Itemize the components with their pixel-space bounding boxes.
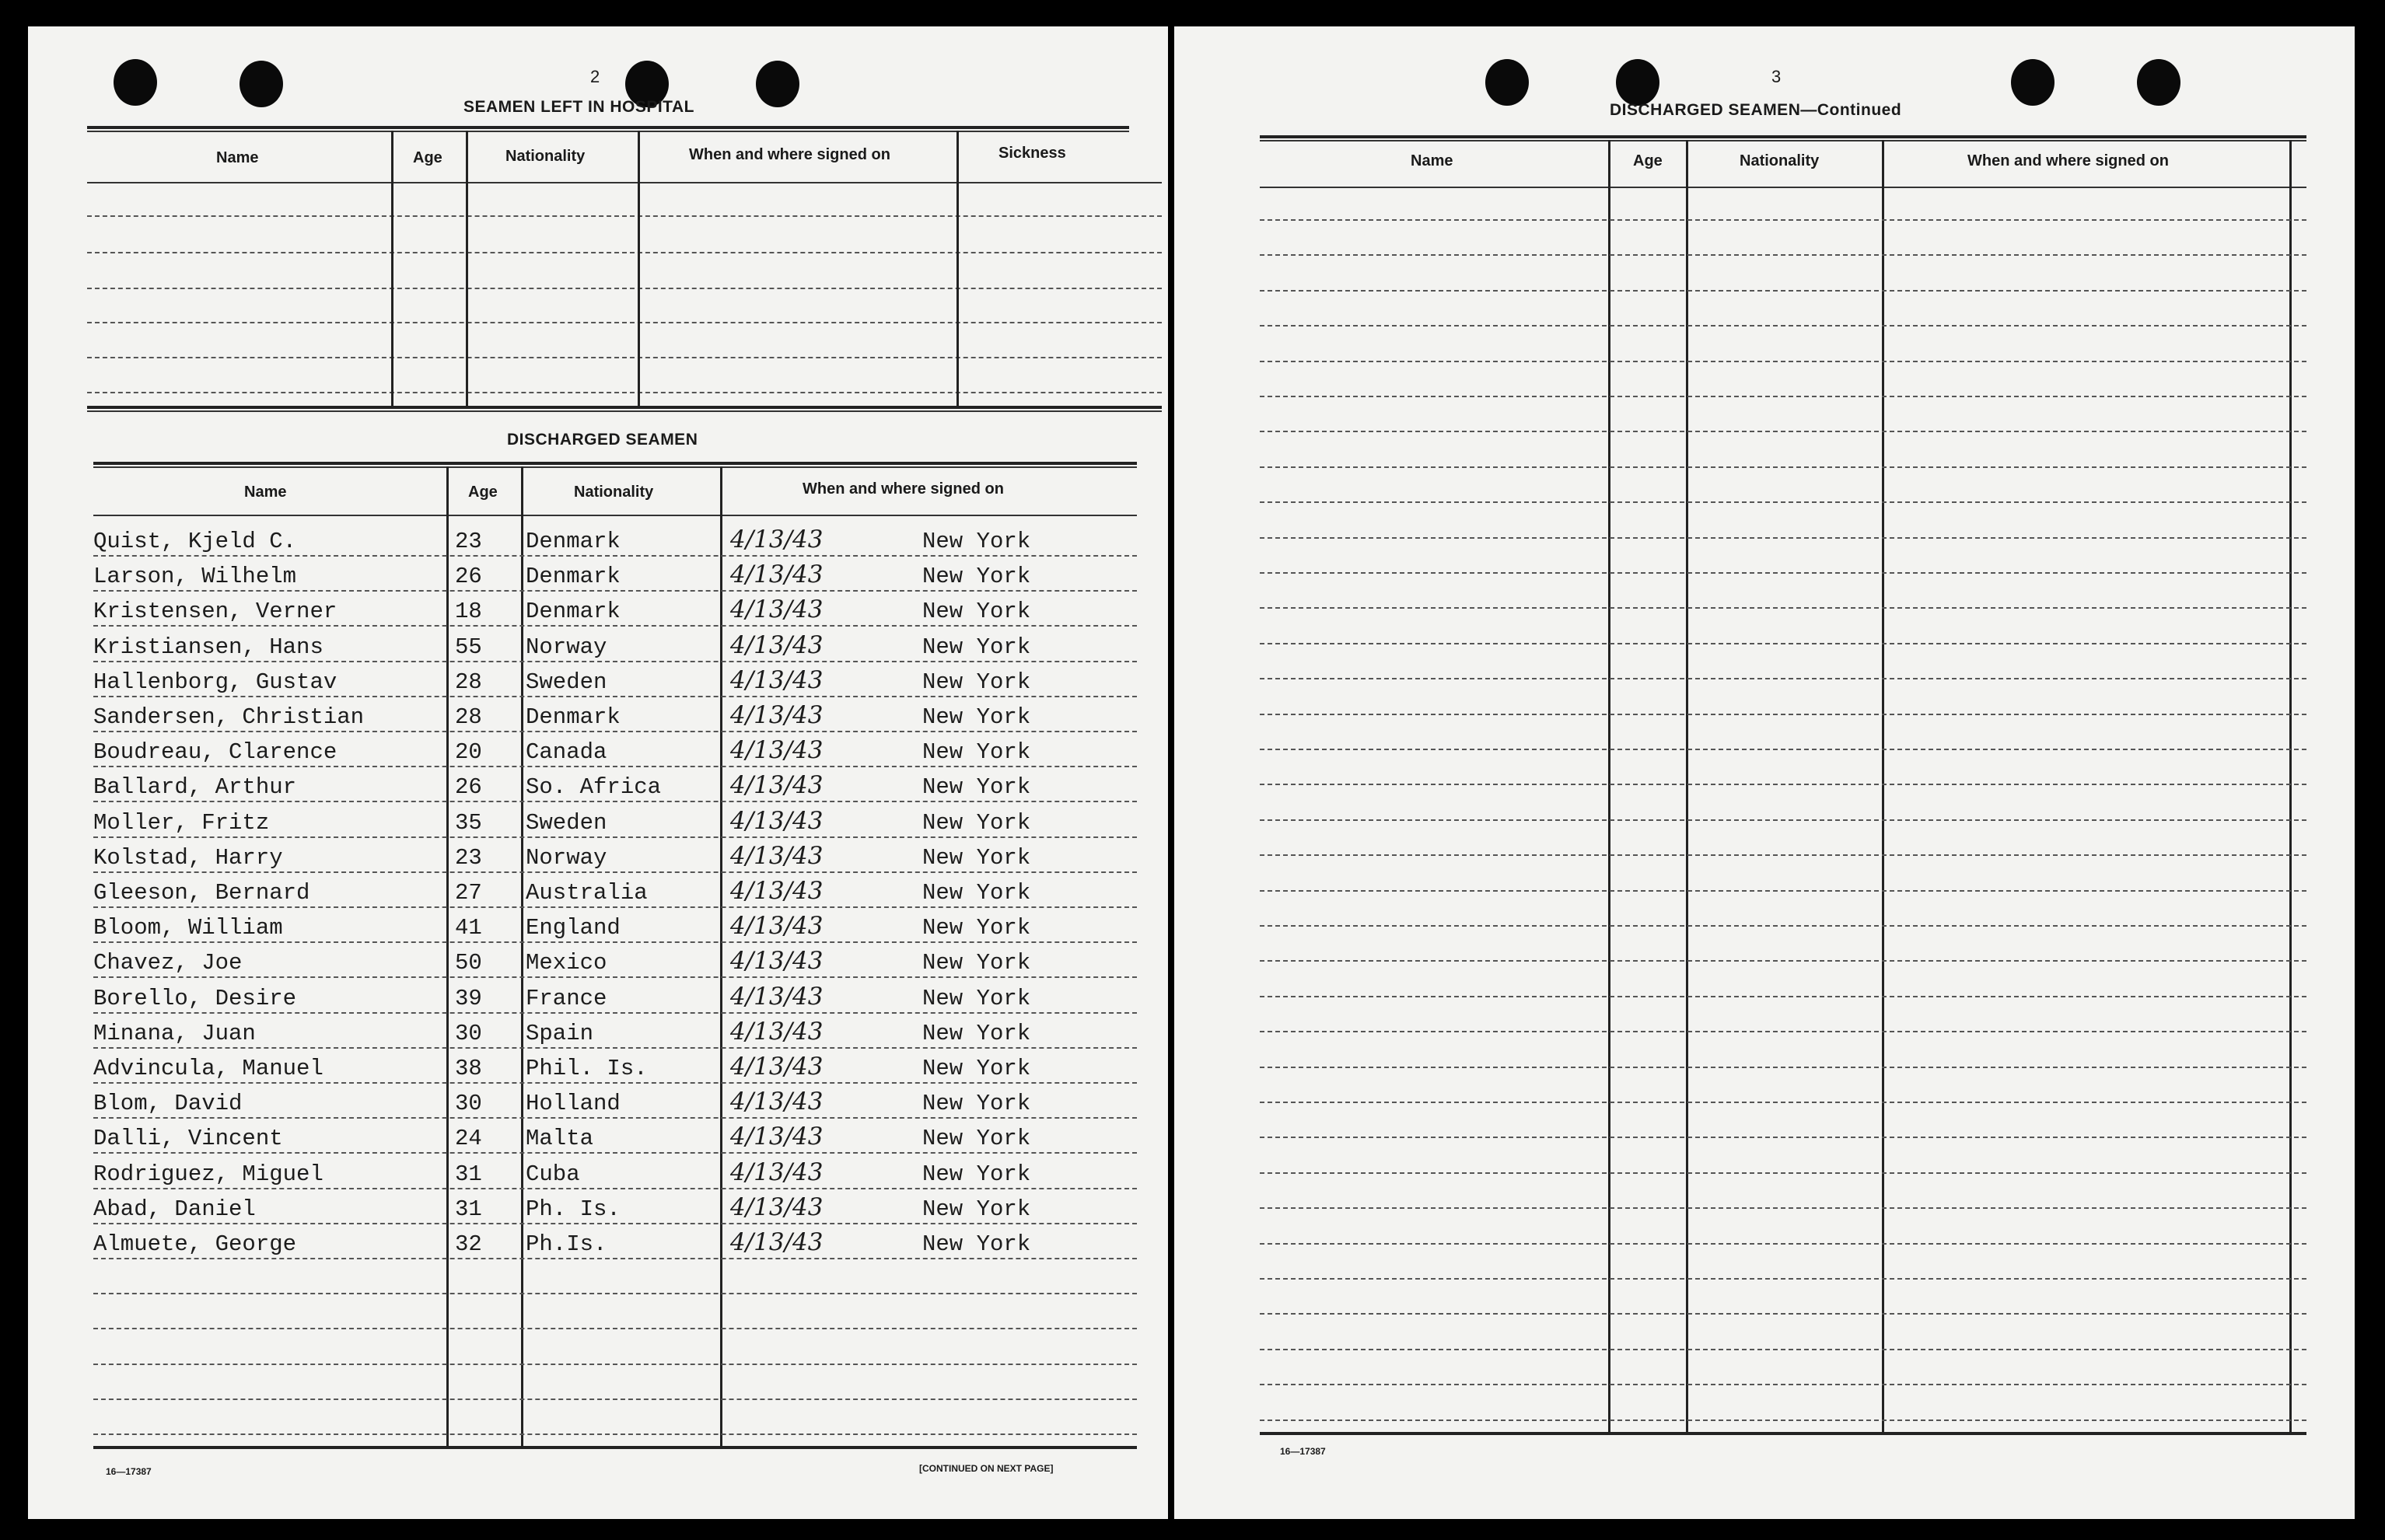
- table-rule: [93, 466, 1137, 468]
- row-rule: [1260, 1137, 2306, 1138]
- signed-on-place: New York: [922, 669, 1031, 695]
- table-row: [28, 1157, 1168, 1188]
- seaman-nationality: Denmark: [526, 704, 621, 730]
- table-rule: [1260, 1432, 2306, 1435]
- hospital-section-title: SEAMEN LEFT IN HOSPITAL: [463, 98, 694, 116]
- row-rule: [1260, 1207, 2306, 1209]
- row-rule: [1260, 819, 2306, 821]
- section-title: DISCHARGED SEAMEN—Continued: [1610, 101, 1902, 119]
- seaman-nationality: Sweden: [526, 809, 607, 836]
- form-number: 16—17387: [1280, 1446, 1326, 1457]
- signed-on-date: 4/13/43: [730, 595, 824, 624]
- row-rule: [1260, 537, 2306, 539]
- seaman-nationality: Canada: [526, 739, 607, 766]
- seaman-age: 31: [455, 1196, 482, 1222]
- seaman-age: 20: [455, 739, 482, 766]
- row-rule: [1260, 1384, 2306, 1385]
- row-rule: [1260, 854, 2306, 856]
- signed-on-date: 4/13/43: [730, 1193, 824, 1221]
- row-rule: [1260, 1102, 2306, 1103]
- seaman-name: Kristiansen, Hans: [93, 634, 323, 660]
- col-header-age: Age: [413, 149, 442, 166]
- row-rule: [1260, 925, 2306, 927]
- seaman-nationality: Malta: [526, 1126, 594, 1152]
- signed-on-place: New York: [922, 1126, 1031, 1152]
- seaman-name: Abad, Daniel: [93, 1196, 256, 1222]
- seaman-nationality: England: [526, 915, 621, 941]
- row-rule: [1260, 784, 2306, 785]
- table-row: [28, 735, 1168, 766]
- column-rule: [638, 131, 640, 407]
- seaman-nationality: Mexico: [526, 950, 607, 976]
- seaman-age: 50: [455, 950, 482, 976]
- seaman-nationality: Cuba: [526, 1161, 580, 1187]
- row-rule: [1260, 1313, 2306, 1315]
- col-header-nationality: Nationality: [1740, 152, 1820, 169]
- row-rule: [93, 1082, 1137, 1084]
- seaman-name: Almuete, George: [93, 1231, 297, 1257]
- table-row: [28, 840, 1168, 871]
- row-rule: [1260, 572, 2306, 574]
- seaman-name: Rodriguez, Miguel: [93, 1161, 323, 1187]
- row-rule: [93, 696, 1137, 697]
- col-header-name: Name: [1411, 152, 1453, 169]
- signed-on-place: New York: [922, 634, 1031, 660]
- table-rule: [87, 357, 1162, 358]
- signed-on-date: 4/13/43: [730, 665, 824, 694]
- signed-on-place: New York: [922, 529, 1031, 554]
- signed-on-date: 4/13/43: [730, 806, 824, 835]
- seaman-name: Larson, Wilhelm: [93, 564, 297, 590]
- seaman-nationality: Denmark: [526, 599, 621, 625]
- seaman-nationality: Ph. Is.: [526, 1196, 621, 1222]
- row-rule: [1260, 431, 2306, 432]
- table-rule: [87, 131, 1129, 132]
- page-number: 2: [590, 67, 600, 86]
- right-page: [1174, 26, 2355, 1519]
- column-rule: [1608, 140, 1610, 1432]
- row-rule: [1260, 325, 2306, 327]
- table-row: [28, 981, 1168, 1012]
- table-row: [28, 594, 1168, 625]
- signed-on-date: 4/13/43: [730, 912, 824, 941]
- row-rule: [93, 625, 1137, 627]
- row-rule: [93, 1258, 1137, 1259]
- signed-on-place: New York: [922, 1020, 1031, 1046]
- row-rule: [1260, 890, 2306, 892]
- row-rule: [93, 836, 1137, 838]
- seaman-age: 35: [455, 809, 482, 836]
- signed-on-place: New York: [922, 704, 1031, 730]
- table-row: [28, 630, 1168, 661]
- row-rule: [93, 590, 1137, 592]
- signed-on-date: 4/13/43: [730, 1158, 824, 1186]
- seaman-age: 23: [455, 844, 482, 871]
- seaman-name: Chavez, Joe: [93, 950, 243, 976]
- seaman-age: 39: [455, 985, 482, 1011]
- table-row: [28, 559, 1168, 590]
- signed-on-place: New York: [922, 1161, 1031, 1187]
- row-rule: [1260, 501, 2306, 503]
- col-header-name: Name: [216, 149, 259, 166]
- signed-on-place: New York: [922, 1196, 1031, 1222]
- page-number: 3: [1771, 67, 1782, 86]
- table-rule: [87, 252, 1162, 253]
- seaman-name: Blom, David: [93, 1091, 243, 1117]
- row-rule: [93, 871, 1137, 873]
- signed-on-place: New York: [922, 1231, 1031, 1257]
- seaman-age: 31: [455, 1161, 482, 1187]
- row-rule: [1260, 1278, 2306, 1280]
- row-rule: [1260, 749, 2306, 750]
- row-rule: [1260, 1243, 2306, 1245]
- col-header-signed: When and where signed on: [803, 480, 1004, 498]
- signed-on-place: New York: [922, 915, 1031, 941]
- left-page: [28, 26, 1168, 1519]
- seaman-age: 30: [455, 1091, 482, 1117]
- table-row: [28, 770, 1168, 801]
- seaman-name: Quist, Kjeld C.: [93, 529, 297, 554]
- signed-on-place: New York: [922, 844, 1031, 871]
- row-rule: [93, 731, 1137, 732]
- signed-on-place: New York: [922, 809, 1031, 836]
- col-header-nationality: Nationality: [505, 148, 586, 165]
- row-rule: [93, 801, 1137, 802]
- signed-on-date: 4/13/43: [730, 1017, 824, 1046]
- punch-hole: [756, 61, 799, 107]
- signed-on-date: 4/13/43: [730, 982, 824, 1011]
- seaman-name: Bloom, William: [93, 915, 283, 941]
- row-rule: [93, 1117, 1137, 1119]
- seaman-nationality: So. Africa: [526, 774, 662, 801]
- punch-hole: [2011, 59, 2055, 106]
- table-row: [28, 910, 1168, 941]
- signed-on-date: 4/13/43: [730, 560, 824, 589]
- row-rule: [93, 1012, 1137, 1014]
- row-rule: [93, 1433, 1137, 1435]
- seaman-nationality: France: [526, 985, 607, 1011]
- row-rule: [93, 661, 1137, 662]
- table-rule: [87, 182, 1162, 183]
- col-header-signed: When and where signed on: [689, 146, 890, 163]
- col-header-nationality: Nationality: [574, 484, 654, 501]
- table-rule: [93, 1446, 1137, 1449]
- seaman-nationality: Australia: [526, 880, 648, 906]
- row-rule: [1260, 960, 2306, 962]
- seaman-age: 41: [455, 915, 482, 941]
- seaman-name: Moller, Fritz: [93, 809, 270, 836]
- seaman-age: 27: [455, 880, 482, 906]
- row-rule: [1260, 678, 2306, 679]
- row-rule: [1260, 1420, 2306, 1421]
- seaman-nationality: Phil. Is.: [526, 1056, 648, 1081]
- row-rule: [93, 1399, 1137, 1400]
- row-rule: [93, 941, 1137, 943]
- table-row: [28, 1227, 1168, 1258]
- column-rule: [1686, 140, 1688, 1432]
- table-rule: [87, 126, 1129, 129]
- row-rule: [93, 555, 1137, 557]
- form-number: 16—17387: [106, 1466, 152, 1477]
- row-rule: [93, 1328, 1137, 1329]
- row-rule: [1260, 290, 2306, 292]
- signed-on-place: New York: [922, 564, 1031, 590]
- seaman-nationality: Sweden: [526, 669, 607, 695]
- signed-on-date: 4/13/43: [730, 947, 824, 976]
- seaman-age: 24: [455, 1126, 482, 1152]
- row-rule: [1260, 219, 2306, 221]
- seaman-nationality: Spain: [526, 1020, 594, 1046]
- row-rule: [93, 906, 1137, 908]
- row-rule: [1260, 1031, 2306, 1032]
- seaman-name: Minana, Juan: [93, 1020, 256, 1046]
- signed-on-date: 4/13/43: [730, 1053, 824, 1081]
- table-row: [28, 1086, 1168, 1117]
- col-header-sickness: Sickness: [998, 145, 1066, 162]
- table-rule: [1260, 187, 2306, 188]
- punch-hole: [114, 59, 157, 106]
- signed-on-place: New York: [922, 739, 1031, 766]
- seaman-nationality: Ph.Is.: [526, 1231, 607, 1257]
- table-row: [28, 875, 1168, 906]
- signed-on-date: 4/13/43: [730, 877, 824, 905]
- signed-on-date: 4/13/43: [730, 1088, 824, 1116]
- seaman-name: Kristensen, Verner: [93, 599, 337, 625]
- seaman-name: Advincula, Manuel: [93, 1056, 323, 1081]
- seaman-name: Sandersen, Christian: [93, 704, 365, 730]
- row-rule: [1260, 607, 2306, 609]
- column-rule: [466, 131, 468, 407]
- signed-on-date: 4/13/43: [730, 526, 824, 553]
- table-rule: [87, 322, 1162, 323]
- row-rule: [93, 1152, 1137, 1154]
- seaman-age: 23: [455, 529, 482, 554]
- table-rule: [87, 215, 1162, 217]
- seaman-name: Boudreau, Clarence: [93, 739, 337, 766]
- row-rule: [1260, 396, 2306, 397]
- seaman-age: 38: [455, 1056, 482, 1081]
- table-rule: [1260, 135, 2306, 138]
- signed-on-date: 4/13/43: [730, 630, 824, 659]
- signed-on-place: New York: [922, 950, 1031, 976]
- row-rule: [93, 1364, 1137, 1365]
- signed-on-date: 4/13/43: [730, 1228, 824, 1256]
- row-rule: [1260, 361, 2306, 362]
- seaman-name: Ballard, Arthur: [93, 774, 297, 801]
- punch-hole: [1616, 59, 1659, 106]
- seaman-age: 55: [455, 634, 482, 660]
- table-row: [28, 700, 1168, 731]
- seaman-nationality: Denmark: [526, 529, 621, 554]
- table-rule: [87, 288, 1162, 289]
- signed-on-place: New York: [922, 985, 1031, 1011]
- punch-hole: [240, 61, 283, 107]
- table-row: [28, 1192, 1168, 1223]
- table-row: [28, 1121, 1168, 1152]
- row-rule: [93, 766, 1137, 767]
- seaman-age: 26: [455, 564, 482, 590]
- column-rule: [956, 131, 959, 407]
- row-rule: [93, 1293, 1137, 1294]
- row-rule: [1260, 1067, 2306, 1068]
- row-rule: [1260, 643, 2306, 644]
- row-rule: [93, 976, 1137, 978]
- punch-hole: [2137, 59, 2180, 106]
- row-rule: [1260, 1349, 2306, 1350]
- column-rule: [391, 131, 393, 407]
- table-rule: [93, 462, 1137, 465]
- row-rule: [1260, 714, 2306, 715]
- seaman-age: 26: [455, 774, 482, 801]
- table-row: [28, 805, 1168, 836]
- seaman-nationality: Norway: [526, 634, 607, 660]
- signed-on-place: New York: [922, 1056, 1031, 1081]
- seaman-nationality: Norway: [526, 844, 607, 871]
- signed-on-place: New York: [922, 880, 1031, 906]
- punch-hole: [1485, 59, 1529, 106]
- seaman-name: Hallenborg, Gustav: [93, 669, 337, 695]
- row-rule: [1260, 466, 2306, 468]
- seaman-age: 28: [455, 704, 482, 730]
- seaman-name: Borello, Desire: [93, 985, 297, 1011]
- table-row: [28, 945, 1168, 976]
- table-row: [28, 1051, 1168, 1082]
- seaman-nationality: Holland: [526, 1091, 621, 1117]
- table-row: [28, 1016, 1168, 1047]
- seaman-nationality: Denmark: [526, 564, 621, 590]
- seaman-age: 32: [455, 1231, 482, 1257]
- signed-on-date: 4/13/43: [730, 1123, 824, 1151]
- table-rule: [87, 392, 1162, 393]
- signed-on-date: 4/13/43: [730, 701, 824, 729]
- table-rule: [87, 410, 1162, 412]
- seaman-name: Kolstad, Harry: [93, 844, 283, 871]
- col-header-signed: When and where signed on: [1967, 152, 2169, 169]
- seaman-name: Dalli, Vincent: [93, 1126, 283, 1152]
- signed-on-place: New York: [922, 599, 1031, 625]
- signed-on-date: 4/13/43: [730, 771, 824, 800]
- table-row: [28, 665, 1168, 696]
- col-header-age: Age: [1633, 152, 1663, 169]
- seaman-age: 30: [455, 1020, 482, 1046]
- signed-on-date: 4/13/43: [730, 736, 824, 765]
- row-rule: [1260, 1172, 2306, 1174]
- seaman-age: 28: [455, 669, 482, 695]
- table-rule: [93, 515, 1137, 516]
- row-rule: [93, 1223, 1137, 1224]
- row-rule: [1260, 254, 2306, 256]
- signed-on-place: New York: [922, 774, 1031, 801]
- row-rule: [93, 1188, 1137, 1189]
- table-row: [28, 524, 1168, 555]
- signed-on-date: 4/13/43: [730, 841, 824, 870]
- seaman-name: Gleeson, Bernard: [93, 880, 310, 906]
- column-rule: [1882, 140, 1884, 1432]
- table-rule: [1260, 140, 2306, 141]
- table-rule: [87, 406, 1162, 409]
- row-rule: [93, 1047, 1137, 1049]
- discharged-section-title: DISCHARGED SEAMEN: [507, 431, 698, 449]
- continued-note: [CONTINUED ON NEXT PAGE]: [919, 1463, 1054, 1474]
- col-header-name: Name: [244, 484, 287, 501]
- row-rule: [1260, 996, 2306, 997]
- column-rule: [2289, 140, 2292, 1432]
- seaman-age: 18: [455, 599, 482, 625]
- col-header-age: Age: [468, 484, 498, 501]
- signed-on-place: New York: [922, 1091, 1031, 1117]
